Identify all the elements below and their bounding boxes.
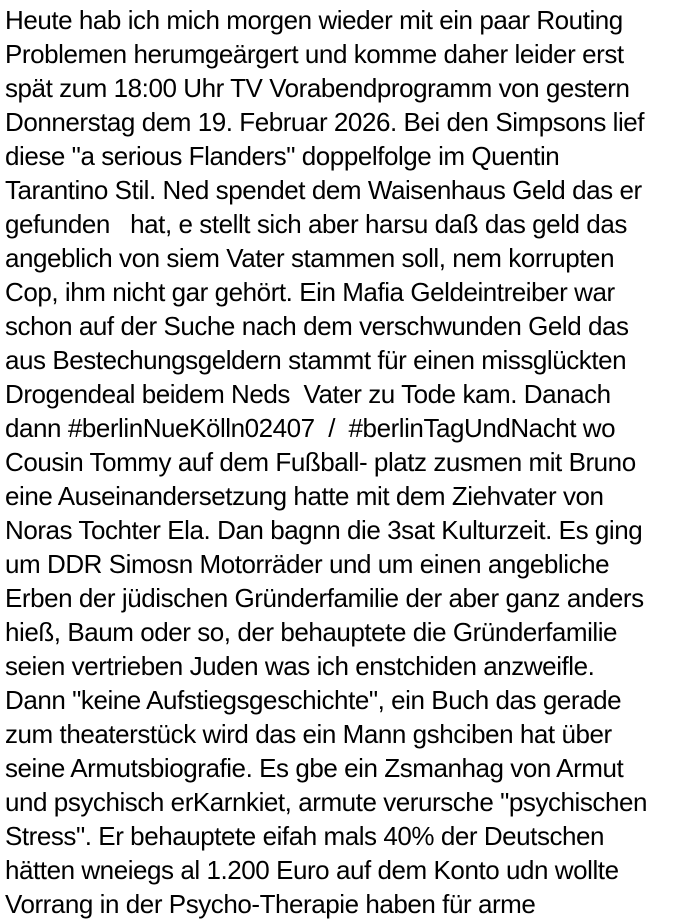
text-line: spät zum 18:00 Uhr TV Vorabendprogramm von gestern bbox=[5, 73, 630, 103]
text-line: diese "a serious Flanders" doppelfolge im Quentin bbox=[5, 141, 560, 171]
text-line: dann #berlinNueKölln02407 / #berlinTagUndNacht wo bbox=[5, 413, 616, 443]
text-line: zum theaterstück wird das ein Mann gshciben hat über bbox=[5, 719, 612, 749]
text-line: schon auf der Suche nach dem verschwunden Geld das bbox=[5, 311, 629, 341]
text-line: Donnerstag dem 19. Februar 2026. Bei den Simpsons lief bbox=[5, 107, 645, 137]
text-line: Problemen herumgeärgert und komme daher leider erst bbox=[5, 39, 624, 69]
text-line: gefunden hat, e stellt sich aber harsu daß das geld das bbox=[5, 209, 627, 239]
text-line: Heute hab ich mich morgen wieder mit ein paar Routing bbox=[5, 5, 623, 35]
text-line: um DDR Simosn Motorräder und um einen angebliche bbox=[5, 549, 610, 579]
text-line: Tarantino Stil. Ned spendet dem Waisenhaus Geld das er bbox=[5, 175, 642, 205]
text-line: Vorrang in der Psycho-Therapie haben für arme bbox=[5, 889, 536, 919]
text-line: angeblich von siem Vater stammen soll, nem korrupten bbox=[5, 243, 615, 273]
text-line: aus Bestechungsgeldern stammt für einen missglückten bbox=[5, 345, 627, 375]
text-line: Stress". Er behauptete eifah mals 40% der Deutschen bbox=[5, 821, 605, 851]
text-line: Noras Tochter Ela. Dan bagnn die 3sat Kulturzeit. Es ging bbox=[5, 515, 643, 545]
text-line: hieß, Baum oder so, der behauptete die Gründerfamilie bbox=[5, 617, 618, 647]
text-line: Dann "keine Aufstiegsgeschichte", ein Buch das gerade bbox=[5, 685, 622, 715]
text-line: und psychisch erKarnkiet, armute verursche "psychischen bbox=[5, 787, 648, 817]
text-line: Erben der jüdischen Gründerfamilie der aber ganz anders bbox=[5, 583, 644, 613]
document-text bbox=[5, 3, 682, 921]
text-line: Cousin Tommy auf dem Fußball- platz zusmen mit Bruno bbox=[5, 447, 636, 477]
text-line: eine Auseinandersetzung hatte mit dem Ziehvater von bbox=[5, 481, 604, 511]
text-line: seine Armutsbiografie. Es gbe ein Zsmanhag von Armut bbox=[5, 753, 624, 783]
text-line: Drogendeal beidem Neds Vater zu Tode kam. Danach bbox=[5, 379, 611, 409]
text-line: seien vertrieben Juden was ich enstchiden anzweifle. bbox=[5, 651, 595, 681]
text-line: hätten wneiegs al 1.200 Euro auf dem Konto udn wollte bbox=[5, 855, 619, 885]
text-line: Cop, ihm nicht gar gehört. Ein Mafia Geldeintreiber war bbox=[5, 277, 615, 307]
